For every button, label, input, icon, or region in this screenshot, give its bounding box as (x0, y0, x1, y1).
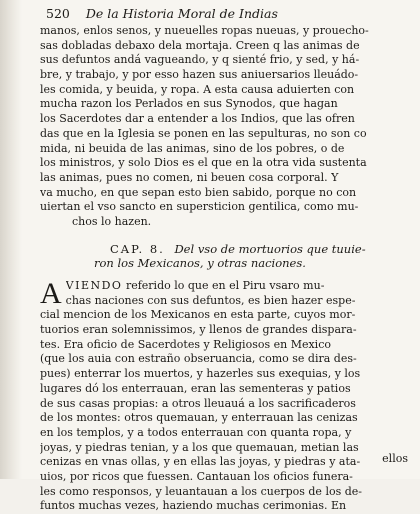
text-line: sas dobladas debaxo dela mortaja. Creen q las animas de (40, 38, 360, 52)
text-line: tes. Era oficio de Sacerdotes y Religiosos en Mexico (40, 337, 331, 351)
page-gutter (0, 0, 22, 479)
text-run: referido lo que en el Piru vsaro mu- (122, 279, 325, 292)
text-line: cenizas en vnas ollas, y en ellas las joyas, y piedras y ata- (40, 455, 361, 469)
running-title: De la Historia Moral de Indias (85, 6, 278, 21)
text-line: tuorios eran solemnissimos, y llenos de grandes dispara- (40, 323, 357, 337)
chapter-heading-line-2 (40, 256, 412, 271)
text-line: las animas, pues no comen, ni beuen cosa corporal. Y (40, 170, 339, 184)
text-line: sus defuntos andá vagueando, y q sienté frio, y sed, y há- (40, 53, 360, 67)
text-line: uiertan el vso sancto en supersticion gentilica, como mu- (40, 200, 359, 214)
text-line: lugares dó los enterrauan, eran las sementeras y patios (40, 381, 351, 395)
text-line: das que en la Iglesia se ponen en las sepulturas, no son co (40, 126, 367, 140)
text-line: manos, enlos senos, y nueuelles ropas nueuas, y prouecho- (40, 24, 369, 37)
drop-cap: A (40, 277, 62, 310)
opening-word: VIENDO (65, 279, 123, 292)
text-line: de los montes: otros quemauan, y enterrauan las cenizas (40, 411, 358, 425)
text-line: mucha razon los Perlados en sus Synodos, que hagan (40, 97, 338, 111)
spacer (40, 230, 412, 242)
running-header (46, 6, 402, 24)
text-line: pues) enterrar los muertos, y hazerles sus exequias, y los (40, 367, 361, 381)
text-block (40, 24, 412, 514)
paragraph-continuation (40, 24, 412, 230)
text-line: mida, ni beuida de las animas, sino de los pobres, o de (40, 141, 345, 155)
text-line: cial mencion de los Mexicanos en esta parte, cuyos mor- (40, 308, 356, 322)
text-line (66, 279, 412, 294)
text-line: los Sacerdotes dar a entender a los Indios, que las ofren (40, 112, 355, 126)
spacer (40, 271, 412, 279)
text-line: (que los auia con estraño obseruancia, como se dira des- (40, 352, 357, 366)
text-line: chas naciones con sus defuntos, es bien hazer espe- (65, 293, 356, 307)
chapter-title-part-2: ron los Mexicanos, y otras naciones. (94, 256, 306, 271)
text-line: les comida, y beuida, y ropa. A esta causa aduierten con (40, 82, 355, 96)
text-line: les como responsos, y leuantauan a los cuerpos de los de- (40, 484, 362, 498)
text-line: de sus casas propias: a otros lleuauá a los sacrificaderos (40, 396, 356, 410)
text-line: va mucho, en que sepan esto bien sabido, porque no con (40, 185, 357, 199)
text-line: en los templos, y a todos enterrauan con quanta ropa, y (40, 425, 352, 439)
text-line: uios, por ricos que fuessen. Cantauan los oficios funera- (40, 469, 353, 483)
text-line: los ministros, y solo Dios es el que en la otra vida sustenta (40, 156, 367, 170)
text-line: joyas, y piedras tenian, y a los que quemauan, metian las (40, 440, 359, 454)
chapter-number: CAP. 8. (110, 241, 165, 256)
chapter-title-part-1: Del vso de mortuorios que tuuie- (174, 241, 366, 256)
catchword: ellos (382, 452, 408, 465)
text-line: chos lo hazen. (72, 214, 152, 228)
text-line: funtos muchas vezes, haziendo muchas cerimonias. En (40, 499, 347, 513)
chapter-heading-line-1 (40, 242, 412, 257)
text-line: bre, y trabajo, y por esso hazen sus aniuersarios lleuádo- (40, 68, 359, 82)
page-number: 520 (46, 6, 70, 21)
